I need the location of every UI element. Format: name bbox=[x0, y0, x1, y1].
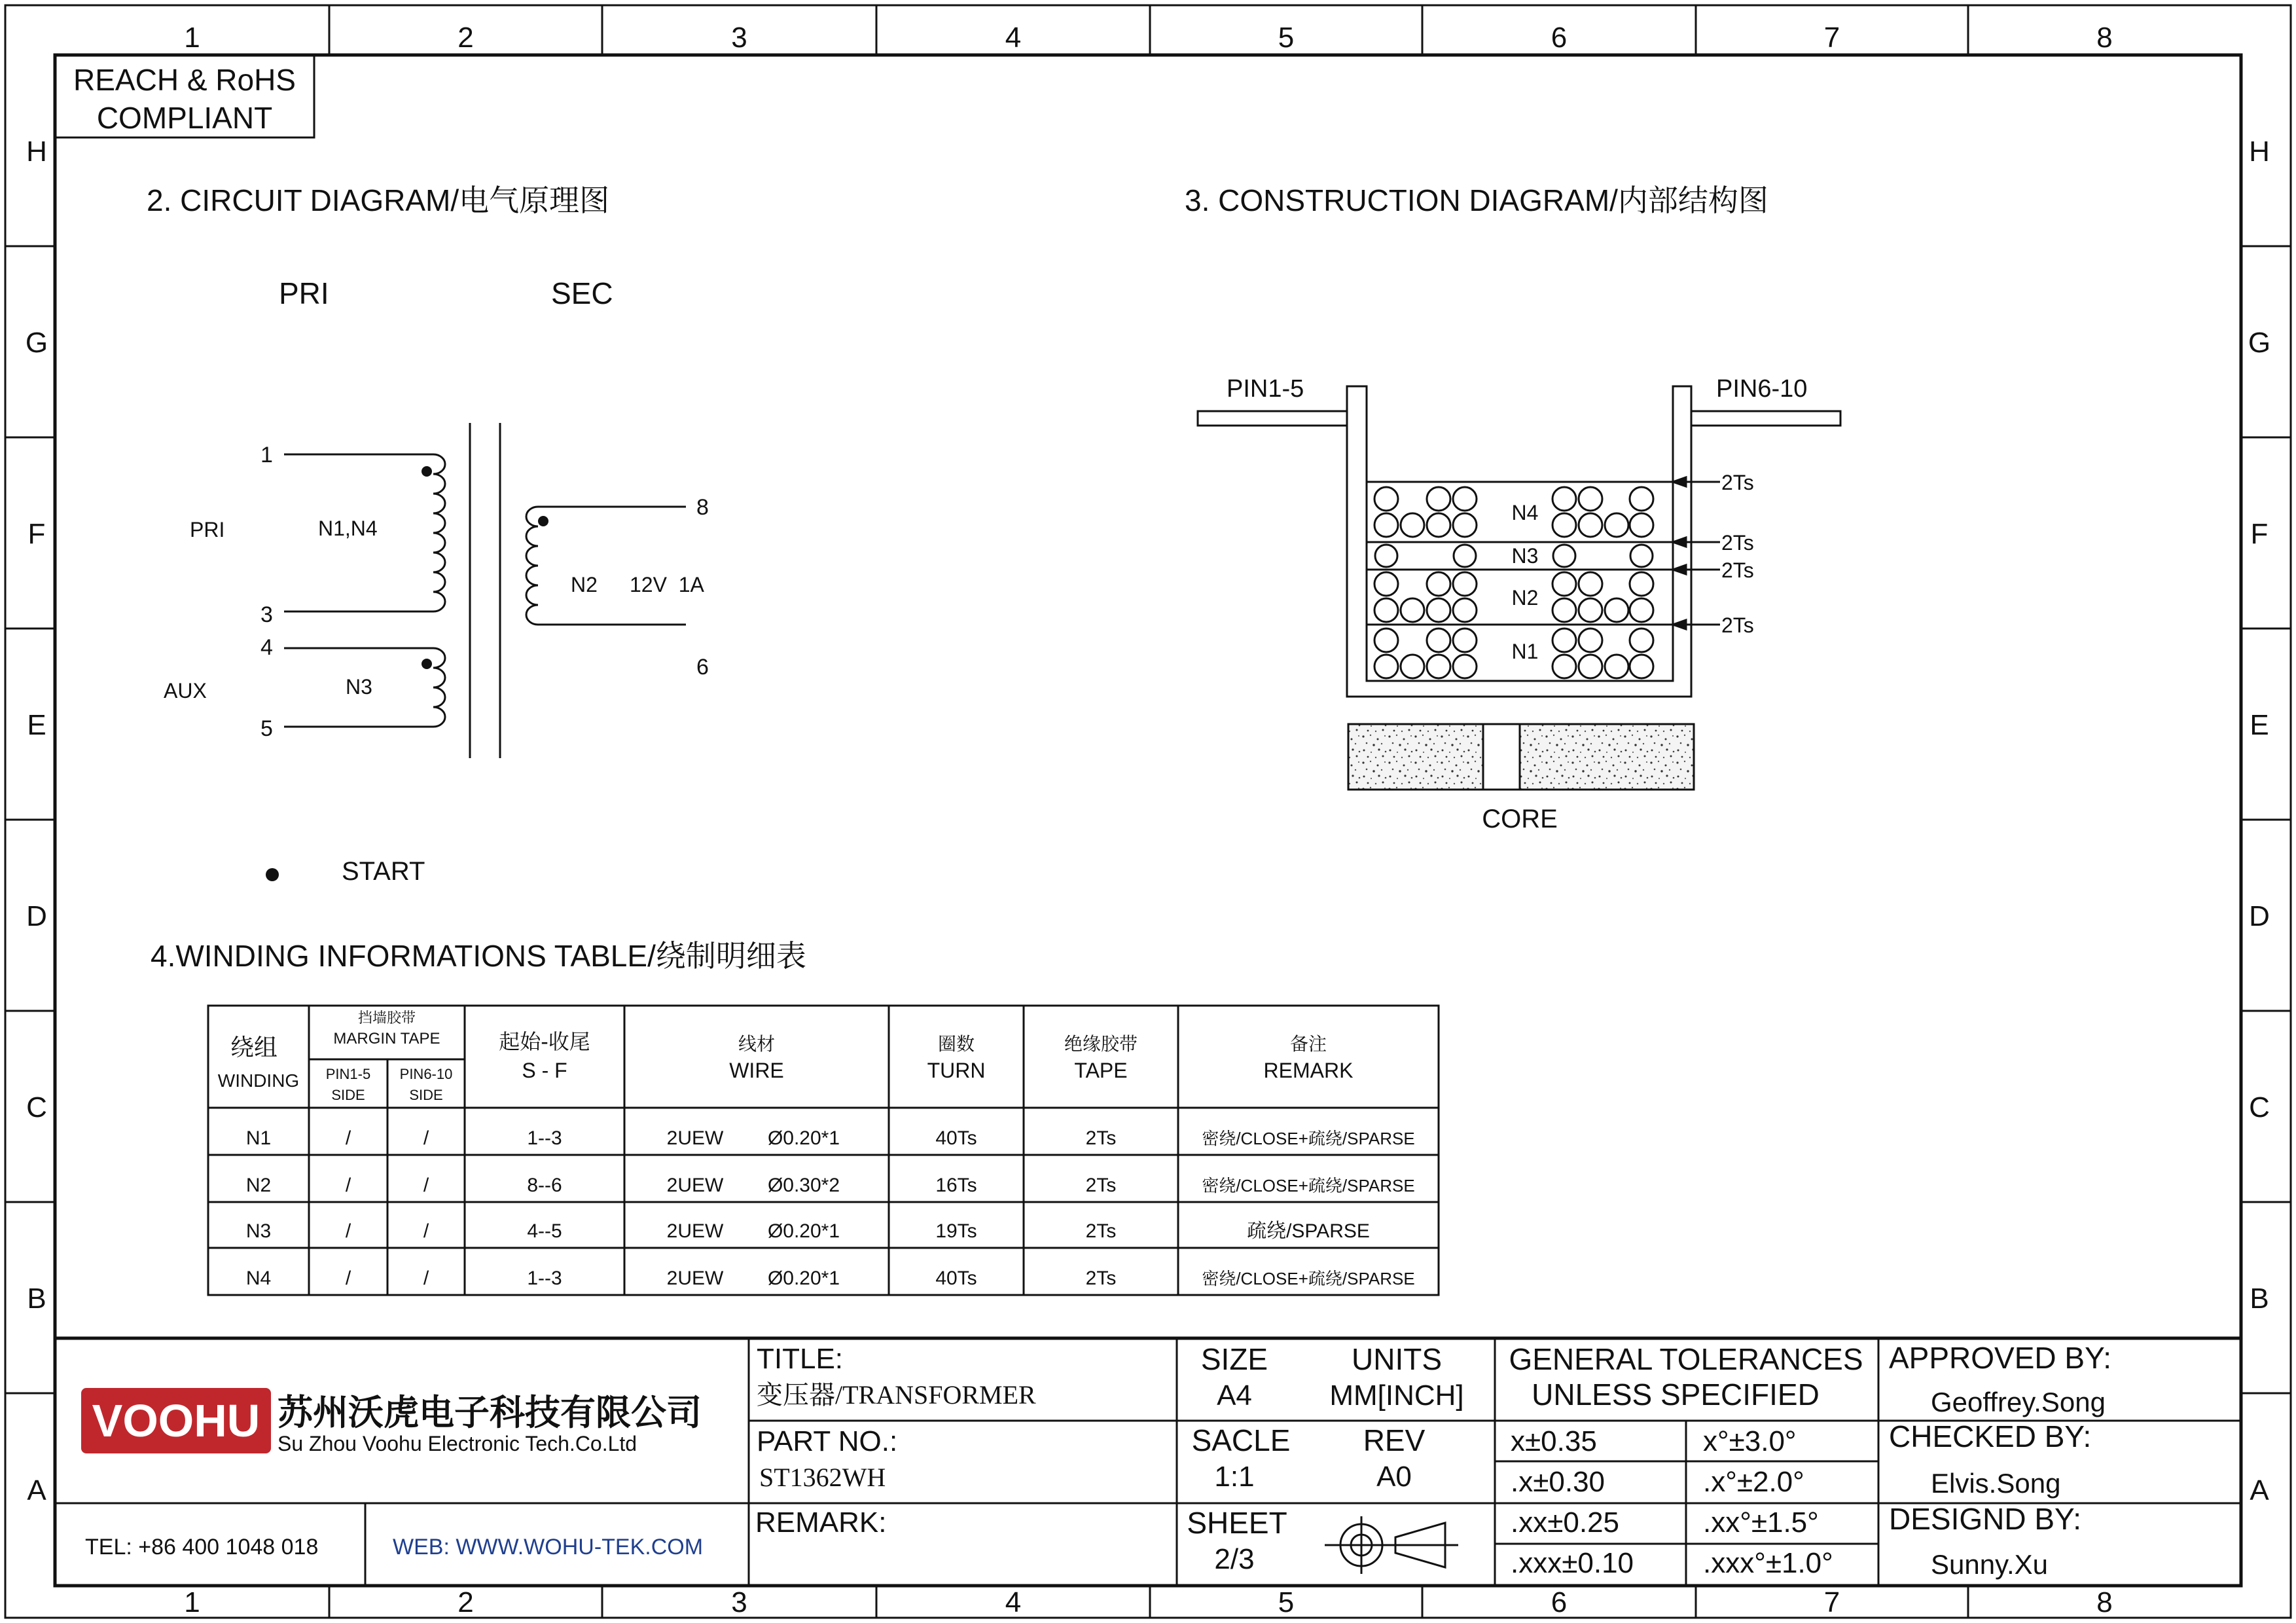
wire-turn bbox=[1579, 572, 1602, 596]
wire-turn bbox=[1375, 545, 1397, 567]
circuit-diagram bbox=[147, 183, 709, 886]
title-value: 变压器/TRANSFORMER bbox=[757, 1380, 1036, 1410]
aux-side-label: AUX bbox=[164, 679, 207, 702]
column-label-top: 1 bbox=[184, 22, 200, 54]
column-label-bottom: 6 bbox=[1551, 1586, 1568, 1618]
row-label-left: D bbox=[26, 900, 47, 932]
column-label-bottom: 4 bbox=[1005, 1586, 1022, 1618]
cell-winding: N2 bbox=[245, 1175, 272, 1196]
tape-label-2: 2Ts bbox=[1721, 531, 1754, 555]
row-label-left: G bbox=[25, 327, 48, 359]
wire-turn bbox=[1552, 629, 1576, 652]
designed-label: DESIGND BY: bbox=[1889, 1502, 2081, 1536]
cell-turns: 19Ts bbox=[935, 1220, 977, 1242]
cell-tape: 2Ts bbox=[1085, 1175, 1117, 1196]
pin-6: 6 bbox=[696, 655, 709, 680]
wire-turn bbox=[1579, 629, 1602, 652]
rev-value: A0 bbox=[1376, 1461, 1412, 1493]
wire-turn bbox=[1427, 513, 1450, 537]
cell-winding: N4 bbox=[245, 1267, 272, 1289]
frame-zone-labels bbox=[26, 22, 2270, 1618]
wire-turn bbox=[1374, 487, 1398, 511]
tolerance-heading-2: UNLESS SPECIFIED bbox=[1532, 1377, 1820, 1412]
th-turn-zh: 圈数 bbox=[937, 1033, 975, 1055]
compliance-line1: REACH & RoHS bbox=[73, 63, 296, 97]
wire-turn bbox=[1630, 598, 1653, 622]
wire-turn bbox=[1579, 513, 1602, 537]
remark-label: REMARK: bbox=[755, 1506, 887, 1539]
cell-wire-size: Ø0.20*1 bbox=[767, 1220, 840, 1242]
sec-rating: 12V 1A bbox=[630, 573, 704, 596]
wire-turn bbox=[1454, 545, 1476, 567]
tape-label-3: 2Ts bbox=[1721, 558, 1754, 582]
wire-turn bbox=[1427, 598, 1450, 622]
wire-turn bbox=[1453, 629, 1477, 652]
table-row bbox=[246, 1175, 1415, 1196]
wire-turn bbox=[1453, 655, 1477, 678]
wire-turn bbox=[1552, 572, 1576, 596]
cell-margin-pin15: / bbox=[345, 1127, 351, 1149]
scale-value: 1:1 bbox=[1214, 1461, 1255, 1493]
table-row bbox=[246, 1220, 1370, 1242]
winding-table-rows bbox=[246, 1127, 1415, 1289]
start-dot bbox=[266, 868, 279, 881]
column-label-bottom: 2 bbox=[457, 1586, 474, 1618]
layer-n2: N2 bbox=[1511, 586, 1539, 610]
core-block bbox=[1348, 724, 1694, 790]
column-label-top: 3 bbox=[731, 22, 747, 54]
wire-turn bbox=[1427, 572, 1450, 596]
column-label-bottom: 1 bbox=[184, 1586, 200, 1618]
wire-turn bbox=[1579, 487, 1602, 511]
approved-label: APPROVED BY: bbox=[1889, 1341, 2112, 1375]
layer-n4: N4 bbox=[1511, 501, 1539, 524]
cell-wire-size: Ø0.30*2 bbox=[767, 1175, 840, 1196]
frame-ticks bbox=[5, 5, 2291, 1618]
wire-turn bbox=[1579, 598, 1602, 622]
pin-right-label: PIN6-10 bbox=[1716, 375, 1808, 403]
pin-8: 8 bbox=[696, 495, 709, 520]
tolerance-heading-1: GENERAL TOLERANCES bbox=[1509, 1342, 1863, 1376]
size-label: SIZE bbox=[1200, 1342, 1268, 1376]
cell-margin-pin15: / bbox=[345, 1175, 351, 1196]
core-label: CORE bbox=[1482, 805, 1558, 833]
row-label-right: F bbox=[2250, 518, 2269, 550]
wire-turn bbox=[1630, 572, 1653, 596]
tel-number: TEL: +86 400 1048 018 bbox=[85, 1535, 319, 1559]
cell-wire-type: 2UEW bbox=[666, 1220, 724, 1242]
wire-turn bbox=[1374, 572, 1398, 596]
drawing-frame bbox=[5, 5, 2291, 1618]
row-label-right: H bbox=[2249, 136, 2270, 168]
th-pin610-a: PIN6-10 bbox=[399, 1066, 453, 1082]
row-label-right: B bbox=[2250, 1283, 2269, 1315]
column-label-bottom: 7 bbox=[1823, 1586, 1840, 1618]
wire-turn bbox=[1427, 655, 1450, 678]
wire-turn bbox=[1605, 513, 1628, 537]
row-label-left: F bbox=[27, 518, 46, 550]
th-tape-en: TAPE bbox=[1074, 1059, 1128, 1082]
wire-turn bbox=[1630, 655, 1653, 678]
winding-table bbox=[151, 939, 1439, 1295]
th-tape-zh: 绝缘胶带 bbox=[1064, 1033, 1138, 1055]
cell-wire-type: 2UEW bbox=[666, 1127, 724, 1149]
row-label-left: A bbox=[27, 1474, 46, 1506]
size-value: A4 bbox=[1217, 1379, 1252, 1412]
cell-margin-pin15: / bbox=[345, 1267, 351, 1289]
tolerance-linear: .xx±0.25 bbox=[1511, 1506, 1620, 1539]
table-row bbox=[246, 1267, 1415, 1289]
tolerance-linear: .xxx±0.10 bbox=[1511, 1547, 1634, 1579]
column-label-top: 4 bbox=[1005, 22, 1022, 54]
cell-tape: 2Ts bbox=[1085, 1127, 1117, 1149]
circuit-wires bbox=[284, 423, 686, 758]
cell-wire-type: 2UEW bbox=[666, 1175, 724, 1196]
column-label-top: 2 bbox=[457, 22, 474, 54]
row-label-right: E bbox=[2250, 709, 2269, 741]
cell-winding: N1 bbox=[245, 1127, 272, 1149]
th-sf-en: S - F bbox=[522, 1059, 567, 1082]
wire-turn bbox=[1453, 572, 1477, 596]
wire-turn bbox=[1630, 513, 1653, 537]
sec-label: SEC bbox=[551, 276, 613, 310]
pin-left-label: PIN1-5 bbox=[1227, 375, 1304, 403]
checked-label: CHECKED BY: bbox=[1889, 1419, 2092, 1453]
scale-label: SACLE bbox=[1191, 1423, 1291, 1457]
th-remark-zh: 备注 bbox=[1289, 1033, 1327, 1055]
th-pin610-b: SIDE bbox=[409, 1087, 443, 1103]
wire-turn bbox=[1630, 545, 1653, 567]
cell-winding: N3 bbox=[245, 1220, 272, 1242]
column-label-top: 5 bbox=[1278, 22, 1295, 54]
wire-turn bbox=[1453, 487, 1477, 511]
cell-wire-size: Ø0.20*1 bbox=[767, 1267, 840, 1289]
dot-n1n4 bbox=[422, 466, 432, 477]
part-label: PART NO.: bbox=[757, 1425, 898, 1457]
tape-label-4: 2Ts bbox=[1721, 613, 1754, 637]
wire-turn bbox=[1453, 598, 1477, 622]
th-sf-zh: 起始-收尾 bbox=[499, 1029, 590, 1054]
construction-heading: 3. CONSTRUCTION DIAGRAM/内部结构图 bbox=[1185, 183, 1768, 217]
th-margin-en: MARGIN TAPE bbox=[333, 1030, 440, 1048]
row-label-right: A bbox=[2250, 1474, 2269, 1506]
wire-turn bbox=[1374, 513, 1398, 537]
row-label-left: C bbox=[26, 1091, 47, 1123]
circuit-heading: 2. CIRCUIT DIAGRAM/电气原理图 bbox=[147, 183, 610, 217]
wire-turn bbox=[1453, 513, 1477, 537]
th-remark-en: REMARK bbox=[1263, 1059, 1354, 1082]
part-value: ST1362WH bbox=[759, 1463, 886, 1492]
cell-turns: 40Ts bbox=[935, 1267, 977, 1289]
wire-turn bbox=[1401, 598, 1424, 622]
winding-table-grid bbox=[208, 1006, 1439, 1295]
tolerance-linear: .x±0.30 bbox=[1511, 1466, 1605, 1498]
title-label: TITLE: bbox=[757, 1343, 844, 1375]
cell-margin-pin15: / bbox=[345, 1220, 351, 1242]
row-label-left: E bbox=[27, 709, 46, 741]
cell-start-finish: 1--3 bbox=[527, 1127, 562, 1149]
wire-turn bbox=[1427, 629, 1450, 652]
wire-turn bbox=[1374, 629, 1398, 652]
approved-value: Geoffrey.Song bbox=[1931, 1387, 2106, 1417]
checked-value: Elvis.Song bbox=[1931, 1468, 2061, 1499]
tolerance-linear: x±0.35 bbox=[1511, 1425, 1597, 1457]
polarity-dots bbox=[266, 466, 548, 881]
wire-turn bbox=[1579, 655, 1602, 678]
cell-start-finish: 4--5 bbox=[527, 1220, 562, 1242]
row-label-right: G bbox=[2248, 327, 2271, 359]
sheet-label: SHEET bbox=[1187, 1506, 1287, 1540]
projection-symbol-icon bbox=[1325, 1516, 1458, 1574]
tape-label-1: 2Ts bbox=[1721, 471, 1754, 494]
wire-turn bbox=[1552, 655, 1576, 678]
cell-start-finish: 8--6 bbox=[527, 1175, 562, 1196]
cell-margin-pin610: / bbox=[423, 1175, 429, 1196]
th-margin-zh: 挡墙胶带 bbox=[357, 1010, 416, 1027]
company-name-zh: 苏州沃虎电子科技有限公司 bbox=[278, 1392, 702, 1433]
column-label-bottom: 8 bbox=[2096, 1586, 2113, 1618]
wire-turn bbox=[1630, 487, 1653, 511]
cell-tape: 2Ts bbox=[1085, 1220, 1117, 1242]
winding-n2-label: N2 bbox=[571, 573, 598, 596]
sheet-value: 2/3 bbox=[1214, 1543, 1255, 1575]
cell-wire-type: 2UEW bbox=[666, 1267, 724, 1289]
cell-turns: 16Ts bbox=[935, 1175, 977, 1196]
wire-turn bbox=[1401, 513, 1424, 537]
row-label-left: B bbox=[27, 1283, 46, 1315]
rev-label: REV bbox=[1363, 1423, 1426, 1457]
construction-diagram bbox=[1185, 183, 1840, 833]
th-wire-en: WIRE bbox=[729, 1059, 784, 1082]
row-label-right: C bbox=[2249, 1091, 2270, 1123]
th-pin15-a: PIN1-5 bbox=[325, 1066, 371, 1082]
th-turn-en: TURN bbox=[927, 1059, 986, 1082]
start-label: START bbox=[342, 857, 425, 886]
wire-turn bbox=[1605, 598, 1628, 622]
pin-1: 1 bbox=[260, 443, 273, 467]
compliance-line2: COMPLIANT bbox=[96, 101, 273, 135]
cell-remark: 密绕/CLOSE+疏绕/SPARSE bbox=[1202, 1176, 1415, 1195]
wire-turn bbox=[1401, 655, 1424, 678]
winding-heading: 4.WINDING INFORMATIONS TABLE/绕制明细表 bbox=[151, 939, 806, 973]
wire-turn bbox=[1552, 487, 1576, 511]
pin-4: 4 bbox=[260, 635, 273, 660]
table-row bbox=[246, 1127, 1415, 1149]
layer-n1: N1 bbox=[1511, 640, 1539, 663]
cell-tape: 2Ts bbox=[1085, 1267, 1117, 1289]
tolerance-angular: .xxx°±1.0° bbox=[1703, 1547, 1833, 1579]
dot-n2 bbox=[538, 516, 548, 526]
pin-3: 3 bbox=[260, 602, 273, 627]
wire-turn bbox=[1630, 629, 1653, 652]
cell-wire-size: Ø0.20*1 bbox=[767, 1127, 840, 1149]
wire-turn bbox=[1374, 655, 1398, 678]
column-label-top: 7 bbox=[1823, 22, 1840, 54]
wire-turn bbox=[1553, 545, 1575, 567]
cell-margin-pin610: / bbox=[423, 1127, 429, 1149]
tolerance-angular: .xx°±1.5° bbox=[1703, 1506, 1819, 1539]
cell-start-finish: 1--3 bbox=[527, 1267, 562, 1289]
winding-n3-label: N3 bbox=[346, 675, 372, 699]
th-wire-zh: 线材 bbox=[738, 1033, 776, 1055]
row-label-left: H bbox=[26, 136, 47, 168]
cell-margin-pin610: / bbox=[423, 1267, 429, 1289]
tolerance-angular: x°±3.0° bbox=[1703, 1425, 1797, 1457]
wire-turn bbox=[1605, 655, 1628, 678]
website[interactable]: WEB: WWW.WOHU-TEK.COM bbox=[393, 1535, 704, 1559]
company-logo bbox=[81, 1388, 271, 1453]
company-name-en: Su Zhou Voohu Electronic Tech.Co.Ltd bbox=[278, 1432, 637, 1455]
units-label: UNITS bbox=[1352, 1342, 1442, 1376]
pri-side-label: PRI bbox=[190, 518, 225, 541]
pin-5: 5 bbox=[260, 716, 273, 741]
pri-label: PRI bbox=[279, 276, 329, 310]
wire-turn bbox=[1552, 513, 1576, 537]
wire-turn bbox=[1552, 598, 1576, 622]
cell-turns: 40Ts bbox=[935, 1127, 977, 1149]
dot-n3 bbox=[422, 659, 432, 669]
logo-text: VOOHU bbox=[92, 1395, 260, 1446]
wire-turn bbox=[1427, 487, 1450, 511]
th-winding-en: WINDING bbox=[217, 1070, 300, 1091]
column-label-bottom: 3 bbox=[731, 1586, 747, 1618]
title-block bbox=[55, 1338, 2241, 1586]
title-block-grid bbox=[55, 1338, 2241, 1586]
cell-remark: 密绕/CLOSE+疏绕/SPARSE bbox=[1202, 1269, 1415, 1288]
tape-arrows bbox=[1673, 477, 1720, 629]
cell-remark: 密绕/CLOSE+疏绕/SPARSE bbox=[1202, 1129, 1415, 1148]
cell-remark: 疏绕/SPARSE bbox=[1247, 1220, 1370, 1242]
tolerance-angular: .x°±2.0° bbox=[1703, 1466, 1804, 1498]
column-label-top: 6 bbox=[1551, 22, 1568, 54]
layer-n3: N3 bbox=[1511, 544, 1539, 568]
th-winding-zh: 绕组 bbox=[230, 1034, 278, 1061]
units-value: MM[INCH] bbox=[1329, 1379, 1464, 1412]
column-label-bottom: 5 bbox=[1278, 1586, 1295, 1618]
th-pin15-b: SIDE bbox=[331, 1087, 365, 1103]
compliance-box bbox=[55, 55, 314, 137]
winding-n1n4-label: N1,N4 bbox=[318, 517, 378, 540]
wire-turn bbox=[1374, 598, 1398, 622]
column-label-top: 8 bbox=[2096, 22, 2113, 54]
row-label-right: D bbox=[2249, 900, 2270, 932]
cell-margin-pin610: / bbox=[423, 1220, 429, 1242]
designed-value: Sunny.Xu bbox=[1931, 1549, 2049, 1580]
